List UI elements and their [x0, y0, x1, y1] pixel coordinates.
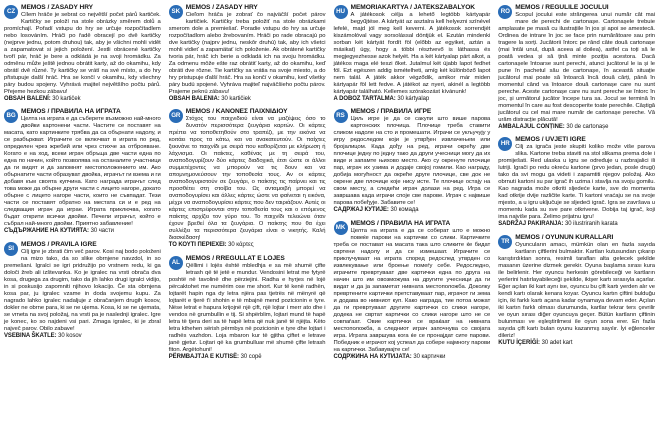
- box-contents-si: [4, 333, 161, 340]
- box-contents-label: A DOBOZ TARTALMA:: [333, 96, 396, 102]
- box-contents-al: [169, 354, 326, 361]
- lang-badge-bg: BG: [4, 109, 18, 123]
- language-section-hr: [498, 136, 655, 228]
- language-section-hu: [334, 4, 491, 103]
- section-title-hr: MEMOS / UVJETI IGRE: [515, 136, 586, 144]
- section-title-mk: MEMOS / ПРАВИЛА НА ИГРАТА: [350, 219, 451, 227]
- section-title-gr: MEMOS / ΚΑΝΟΝΕΣ ΠΑΙΧΝΙΔΙΟΥ: [185, 108, 288, 116]
- lang-badge-mk: MK: [334, 221, 348, 235]
- language-section-rs: [334, 108, 491, 214]
- rules-text-gr: Στόχος του παιχνιδιού είναι να μαζέψεις όσο το δυνατόν περισσότερα ζευγάρια καρτών. Οι κάρτες πρέπει να τοποθετηθούν στο τραπέζι, με την εικόνα να κοιτάει προς τα κάτω, και να ανακατευτούν. Οι παίχτες ξεκινάνε το παιχνίδι με σειρά που καθορίζεται με κλήρωση ή λάχνισμα. Οι παίκτες, καθένας με τη σειρά του, αναποδογυρίζουν δύο κάρτες διαδοχικά, έτσι ώστε οι άλλοι συμμετέχοντες να μπορούν να τις δουν και να απομνημονεύσουν την τοποθεσία τους. Αν οι κάρτες αναποδογυριστούν σε ζευγάρι, ο παίκτης τις παίρνει και τις προσθέτει στη στοίβα του. Ως ανταμοιβή μπορεί να αναποδογυρίσει και άλλες κάρτες ώστε να φαίνεται η εικόνα, μέχρι να αναποδογυρίσει κάρτες που δεν ταιριάζουν. Αυτές οι κάρτες επιστρέφονται στην τοποθεσία τους και ο επόμενος παίκτης αρχίζει τον γύρο του. Το παιχνίδι τελειώνει όταν έχουν βρεθεί όλα τα ζευγάρια. Ο παίκτης που θα έχει συλλέξει τα περισσότερα ζευγάρια είναι ο νικητής. Καλή διασκέδαση!: [168, 116, 326, 242]
- rules-text-si: Cilj igre je zbrati čim več parov. Kosi naj bodo položeni na mizo tako, da so slike obrnjene navzdol, in so premešani. Igralci se igri pridružijo po vrstnem redu, ki ga določi žreb ali izštevanka. Ko je igralec na vrsti obrača dva kosa, drugega za drugim, tako da jih lahko drugi igralci vidijo, in si poskusijo zapomniti njihovo lokacijo. Če sta obrnjena kosa par, ju igralec vzame in doda svojemu kupu. Za nagrado lahko igralec nadaljuje z obračanjem drugih kosov, dokler ne obrne para, ki se ne ujema. Kosa, ki se ne ujemata, se vrneta na svoj položaj, na vrsti pa je naslednji igralec. Igre je konec, ko so najdeni vsi pari. Zmaga igralec, ki je zbral največ parov. Obilo zabave!: [4, 248, 161, 332]
- box-contents-label: AMBALAJUL CONȚINE:: [498, 124, 565, 130]
- rules-text-cz: Cílem hráče je sebrat co největší počet párů kartiček. Kartičky se položí na stole obrázky směrem dolů a promíchají. Pořadí vstupu do hry se určuje rozpočítadlem nebo losováním. Hráči po řadě obracejí po dvě kartičky (nejprve jednu, potom druhou) tak, aby je všichni mohli vidět a zapamatovat si jejich položení. Jestli obrácené kartičky tvoří pár, hráč je bere a odkládá je na svoji hromádku. Za odměnu může ještě jednou obrátit karty, až do okamihu, kdy obrátí dvě různé. Ty kartičky se vrátí na své místo, a do hry přistupuje další hráč. Hra se končí v okamihu, kdy všechny páry budou spojeny. Vyhrává majitel největšího počtu párů. Přejeme hezkou zábavu!: [4, 12, 161, 95]
- box-contents-value: 30 ilustriranih karata: [565, 221, 618, 228]
- box-contents-gr: [169, 242, 326, 249]
- rules-text-tr: Oyuncuların amacı, mümkün olan en fazla sayıda kartların çiftlerini bulmaktır. Kartları kutusundan çıkarıp karıştırdıktan sonra, resimli tarafları alta gelecek şekilde masanın üzerine dizmek gerekir. Oyuna başlama sırası kura ile belirlenir. Her oyuncu herkesin görebileceği ve kartların yerlerini hatırlayabileceği şekilde, ikişer kartı sırasıyla açarlar. Eğer açılan iki kart aynı ise, oyuncu bu çift kartı yerden alır ve kendi kartı olarak kenara koyar. Oyuncu kartın çiftini bulduğu için, iki farklı kartı açana kadar oynamaya devam eder. Açılan iki kartın farklı olması durumunda, kartlar tekrar ters çevrilir ve oyun sırası diğer oyuncuya geçer. Bütün kartların çiftinin bulunması ve eşleştirilmesi ile oyun sona erer. En fazla sayıda çift kartı bulan oyunu kazanmış sayılır. İyi eğlenceler dileriz!: [498, 241, 655, 339]
- box-contents-tr: [498, 340, 655, 347]
- box-contents-cz: [4, 96, 161, 103]
- section-title-hu: MEMÓRIAKÁRTYA / JÁTÉKSZABÁLYOK: [350, 4, 476, 11]
- box-contents-sk: [169, 96, 326, 103]
- section-title-si: MEMOS / PRAVILA IGRE: [21, 240, 97, 248]
- rules-text-al: Qëllimi i lojës është mbledhja e sa më shumë çifte letrash që të jetë e mundur. Vendosini letrat me fytyrë poshtë në tavolinë dhe përziejini. Radha e hyrjes në lojë përcaktohet me numërim ose me short. Kur të kenë radhën, lojtarët hapin nga dy letra njëra pas tjetrës në mënyrë që lojtarët e tjerë t'i shohin e të mbajnë mend pozicionin e tyre. Nëse letrat e hapura krijojnë një çift, një lojtar i merr ato dhe i vendos në grumbullin e tij. Si shpërblim, lojtari mund të hapë letra të tjera deri sa të hapë letra që nuk janë të njëjta. Këto letra kthehen sërish përmbys në pozicionin e tyre dhe lojtari i radhës vazhdon. Loja mbaron kur të gjitha çiftet e letrave janë gjetur. Lojtari që ka grumbulluar më shumë çifte letrash fiton. Argëtohuni!: [168, 262, 326, 353]
- section-title-al: MEMOS / RREGULLAT E LOJËS: [185, 254, 285, 262]
- language-section-si: [4, 241, 161, 340]
- rules-text-rs: Циљ игре је да се сакупи што више парова картонских плочица. Плочице треба ставити сликом надоле на сто и промешати. Играчи се укључују у игру редоследом који је утврђен извлачењем или бројалицом. Када дођу на ред, играчи окрећу две плочице једну по једну тако да други учесници могу да их виде и запамте њихово место. Ако су окренуте плочице пар, играч их узима и додаје својој гомили. Као награду, добија могућност да окреће друге плочице, све док не окрене две плочице које нису исте. Те плочице остају на свом месту, а следећи играч долази на ред. Игра се завршава када играчи споје све парове. Играч с највише парова побеђује. Забавите се!: [333, 116, 491, 207]
- lang-badge-hr: HR: [498, 137, 512, 151]
- box-contents-label: ΤΟ ΚΟΥΤΙ ΠΕΡΙΕΧΕΙ:: [168, 242, 227, 249]
- rules-text-bg: Целта на играта е да съберете възможно най-много двойки картонени части. Частите се поставят на масата, като картинките трябва да са обърнати надолу, и се разбъркват. Играчите се включват в играта по ред, определен чрез жребий или чрез стихче за отброяване. Когато е на ход, всеки играч обръща две части една по една по начин, който позволява на останалите участници да ги видят и да запомнят местоположението им. Ако обърнатите части образуват двойка, играчът ги взема и ги добавя към своята купчина. Като награда играчът след това може да обърне други части с лицето нагоре, докато обърне с лицето нагоре части, които не съвпадат. Тези части се поставят обратно на местата си и е ред на следващия играч да играе. Играта приключва, когато бъдат открити всички двойки. Печели играчът, който е събрал най-много двойки. Приятно забавление!: [4, 116, 161, 228]
- language-section-ro: [498, 4, 655, 131]
- box-contents-value: 30 copë: [240, 353, 262, 360]
- box-contents-value: 30 κάρτες: [228, 242, 254, 249]
- language-section-bg: [4, 108, 161, 235]
- rules-text-sk: Cieľom hráča je zobrať čo najväčší počet párov kartičiek. Kartičky treba položiť na stole obrázkami smerom dole a premiešať. Poradie vstupu do hry sa určuje rozpočítadlom alebo žrebovaním. Hráči po rade obracajú po dve kartičky (najprv jednu, neskôr druhú) tak, aby ich všetci mohli vidieť a zapamätať ich položenie. Ak obrátené kartičky tvoria pár, hráč ich berie a odkladá ich na svoju hromádku. Za odmenu môže ešte raz obrátiť karty, až do okamihu, keď obráti dve rôzne. Tie kartičky sa vrátia na svoje miesto, a do hry pristupuje ďalší hráč. Hra sa končí v okamihu, keď všetky páry budú spojené. Vyhráva majiteľ najväčšieho počtu párov. Prajeme peknú zábavu!: [168, 12, 326, 95]
- box-contents-value: 30 части: [90, 228, 114, 235]
- box-contents-label: OBSAH BALENIA:: [168, 96, 220, 102]
- box-contents-label: САДРЖАЈ КУТИЈЕ:: [333, 207, 389, 214]
- box-contents-value: 30 картички: [413, 353, 446, 360]
- lang-badge-hu: HU: [334, 5, 348, 19]
- box-contents-value: 30 kosov: [58, 332, 82, 339]
- section-title-bg: MEMOS / ПРАВИЛА НА ИГРАТА: [21, 108, 121, 116]
- column-4: [498, 4, 655, 420]
- box-contents-value: 30 kártyalap: [397, 96, 430, 102]
- box-contents-hr: [498, 221, 655, 228]
- section-title-rs: MEMOS / ПРАВИЛА ИГРЕ: [350, 108, 432, 116]
- language-section-mk: [334, 220, 491, 361]
- box-contents-value: 30 adet kart: [541, 339, 573, 346]
- rules-text-ro: Scopul jocului este strângerea unui număr cât mai mare de perechi de cartonașe. Cartonașele trebuie amplasate pe masă cu ilustrațiile în jos și apoi se amestecă. Ordinea de intrare în joc se face prin numărătoare sau prin tragere la sorți. Jucătorii întorc pe rând câte două cartonașe (mai întâi unul, după aceea al doilea), astfel ca toți să le poată vedea și să țină minte poziția acestora. Dacă cartonașele întoarse sunt perechi, atunci jucătorul le ia și le pune în pachetul său de cartonașe, în această situație jucătorul mai poate să întoarcă încă două cărți, până în momentul când va întoarce două cartonașe care nu sunt pereche. Aceste cartonașe care nu sunt pereche se întorc în joc, și următorul jucător începe tura sa. Jocul se termină în momentul în care au fost descoperite toate perechile. Câștigă jucătorul cu cel mai mare număr de cartonașe pereche. Vă urăm distracție plăcută!: [498, 12, 655, 123]
- lang-badge-gr: GR: [169, 109, 183, 123]
- rules-text-mk: Целта на играта е да се соберат што е можно повеќе парови на картички со слики. Картичките треба се постават на масата така што сликите ќе бидат свртени надолу и да се измешаат. Играчите се приклучуваат на играта според редослед утврден со извлекување или броење помеѓу себе. Редоследно, играчите превртуваат две картички една по друга на начин што им овозможува на другите учесници да ги видат и да ја запаметат нивната местоположба. Доколку превртените картички претставуваат пар, играчот ги зема и додава во нивниот куп. Како награда, тие потоа можат да ги превртуваат другите картички со слики нагоре, додека не свртат картички со слики нагоре што не се совпаѓаат. Овие картички се враќаат на нивната местоположба, а следниот играч започнува со својата игра. Играта завршува кога ќе се пронајдат сите парови. Победник е играчот кој успеал да собере најмногу парови на картички. Забавувајте се!: [333, 227, 491, 353]
- box-contents-label: OBSAH BALENÍ:: [4, 96, 51, 102]
- box-contents-label: VSEBINA ŠKATLE:: [4, 332, 57, 339]
- box-contents-bg: [4, 228, 161, 235]
- section-title-tr: MEMOS / OYUNUN KURALLARI: [515, 233, 614, 241]
- section-title-cz: MEMOS / ZÁSADY HRY: [21, 4, 94, 11]
- language-section-tr: [498, 234, 655, 347]
- box-contents-value: 30 kartičiek: [221, 96, 251, 102]
- column-1: [4, 4, 161, 420]
- lang-badge-al: AL: [169, 256, 183, 270]
- language-section-sk: [169, 4, 326, 103]
- box-contents-label: СОДРЖИНА НА КУТИЈАТА:: [333, 353, 412, 360]
- lang-badge-tr: TR: [498, 235, 512, 249]
- box-contents-label: SADRŽAJ PAKIRANJA:: [498, 221, 564, 228]
- box-contents-rs: [334, 207, 491, 214]
- language-section-al: [169, 255, 326, 361]
- lang-badge-si: SI: [4, 242, 18, 256]
- language-section-cz: [4, 4, 161, 103]
- lang-badge-cz: CZ: [4, 5, 18, 19]
- column-2: [169, 4, 326, 420]
- section-title-sk: MEMOS / ZÁSADY HRY: [185, 4, 258, 11]
- box-contents-value: 30 комада: [390, 207, 419, 214]
- box-contents-hu: [334, 96, 491, 103]
- box-contents-ro: [498, 124, 655, 131]
- box-contents-mk: [334, 354, 491, 361]
- box-contents-value: 30 de cartonașe: [566, 124, 609, 130]
- language-section-gr: [169, 108, 326, 249]
- lang-badge-ro: RO: [498, 5, 512, 19]
- lang-badge-rs: RS: [334, 109, 348, 123]
- box-contents-value: 30 kartiček: [52, 96, 81, 102]
- lang-badge-sk: SK: [169, 5, 183, 19]
- box-contents-label: СЪДЪРЖАНИЕ НА КУТИЯТА:: [4, 228, 89, 235]
- rules-text-hu: A játékosok célja a lehető legtöbb kártyapár begyűjtése. A kártyát az asztalra kell helyezni színével lefelé, majd jól meg kell keverni. A játékosok sorrendjét kiszámolóval vagy sorsolással döntjük el. Ezután mindenki sorban két kártyát fordít föl (előbb az egyiket, aztán a másikat) úgy, hogy a többi résztvevő is láthassa és megjegyezhesse azok helyét. Ha a két kártyalap párt alkot, a játékos maga elé teszi őket. Jutalmul két újabb lapot fedhet föl. Ezt egészen addig ismételheti, amíg két különböző lapot nem talál. A játék akkor végződik, amikor már miden kártyapár föl lett fedve. A játékot az nyeri, akinél a legtöbb kártyapár található. Kellemes szórakozást kívánunk!: [333, 12, 491, 95]
- box-contents-label: KUTU İÇERİĞİ:: [498, 339, 540, 346]
- section-title-ro: MEMOS / REGULILE JOCULUI: [515, 4, 609, 11]
- column-3: [334, 4, 491, 420]
- box-contents-label: PËRMBAJTJA E KUTISË:: [168, 353, 239, 360]
- rules-text-hr: Cilj za igrača jeste skupiti koliko može više parova slika. Kartone treba staviti na stol slikama prema dole i promiješati. Red ulaska u igru se određuje u razbrajalici ili lutriji. Igrači po redu okreću kartone (prvo jedan, posle drugi) tako da svi mogu ga videti i zapamtiti njegov položaj. Ako obrnuti kartoni su par igrač ih uzima i stavlja na svoju gomilu. Kao nagrada može otkriti sljedeće karte, sve do momenta kad otkrije dvije različite karte. Ti kartoni vraćaju se na svoje mjesto, a u igru uključuje se sljedeći igrač. Igra se završava u momentu kada su sve pare otkrivene. Dobija taj igrač, koji ima najviše para. Želimo prijatnu igru!: [498, 144, 655, 221]
